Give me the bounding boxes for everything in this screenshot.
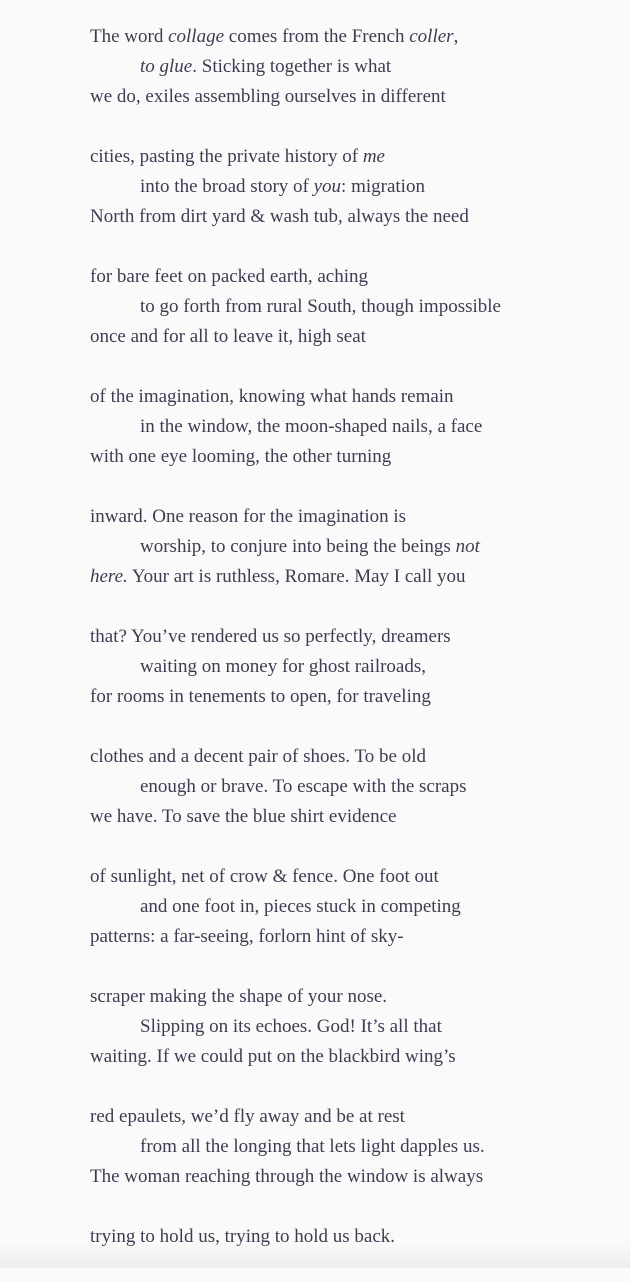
poem-line: for rooms in tenements to open, for traveling xyxy=(90,682,610,712)
poem-line: trying to hold us, trying to hold us back. xyxy=(90,1222,610,1252)
poem-line: that? You’ve rendered us so perfectly, dreamers xyxy=(90,622,610,652)
poem-line: The word collage comes from the French coller, xyxy=(90,22,610,52)
poem-line: once and for all to leave it, high seat xyxy=(90,322,610,352)
poem-line: we do, exiles assembling ourselves in different xyxy=(90,82,610,112)
stanza-9 xyxy=(90,982,610,1072)
poem-line: with one eye looming, the other turning xyxy=(90,442,610,472)
poem-line: here. Your art is ruthless, Romare. May I call you xyxy=(90,562,610,592)
stanza-11 xyxy=(90,1222,610,1252)
poem-line: The woman reaching through the window is always xyxy=(90,1162,610,1192)
stanza-7 xyxy=(90,742,610,832)
poem-line: Slipping on its echoes. God! It’s all that xyxy=(90,1012,610,1042)
poem-line: scraper making the shape of your nose. xyxy=(90,982,610,1012)
poem-line: to go forth from rural South, though impossible xyxy=(90,292,610,322)
poem-line: cities, pasting the private history of me xyxy=(90,142,610,172)
stanza-8 xyxy=(90,862,610,952)
stanza-5 xyxy=(90,502,610,592)
poem-line: and one foot in, pieces stuck in competing xyxy=(90,892,610,922)
poem-line: inward. One reason for the imagination is xyxy=(90,502,610,532)
poem-line: waiting. If we could put on the blackbird wing’s xyxy=(90,1042,610,1072)
poem-line: clothes and a decent pair of shoes. To be old xyxy=(90,742,610,772)
poem-line: patterns: a far-seeing, forlorn hint of sky- xyxy=(90,922,610,952)
stanza-10 xyxy=(90,1102,610,1192)
poem-line: enough or brave. To escape with the scraps xyxy=(90,772,610,802)
stanza-6 xyxy=(90,622,610,712)
poem-line: to glue. Sticking together is what xyxy=(90,52,610,82)
poem-body xyxy=(90,22,610,1282)
poem-line: of sunlight, net of crow & fence. One foot out xyxy=(90,862,610,892)
poem-line: waiting on money for ghost railroads, xyxy=(90,652,610,682)
poem-line: of the imagination, knowing what hands remain xyxy=(90,382,610,412)
poem-line: for bare feet on packed earth, aching xyxy=(90,262,610,292)
poem-line: North from dirt yard & wash tub, always the need xyxy=(90,202,610,232)
poem-line: from all the longing that lets light dapples us. xyxy=(90,1132,610,1162)
poem-line: red epaulets, we’d fly away and be at rest xyxy=(90,1102,610,1132)
poem-line: we have. To save the blue shirt evidence xyxy=(90,802,610,832)
stanza-3 xyxy=(90,262,610,352)
poem-line: in the window, the moon-shaped nails, a face xyxy=(90,412,610,442)
stanza-1 xyxy=(90,22,610,112)
stanza-4 xyxy=(90,382,610,472)
stanza-2 xyxy=(90,142,610,232)
poem-line: worship, to conjure into being the beings not xyxy=(90,532,610,562)
poem-line: into the broad story of you: migration xyxy=(90,172,610,202)
